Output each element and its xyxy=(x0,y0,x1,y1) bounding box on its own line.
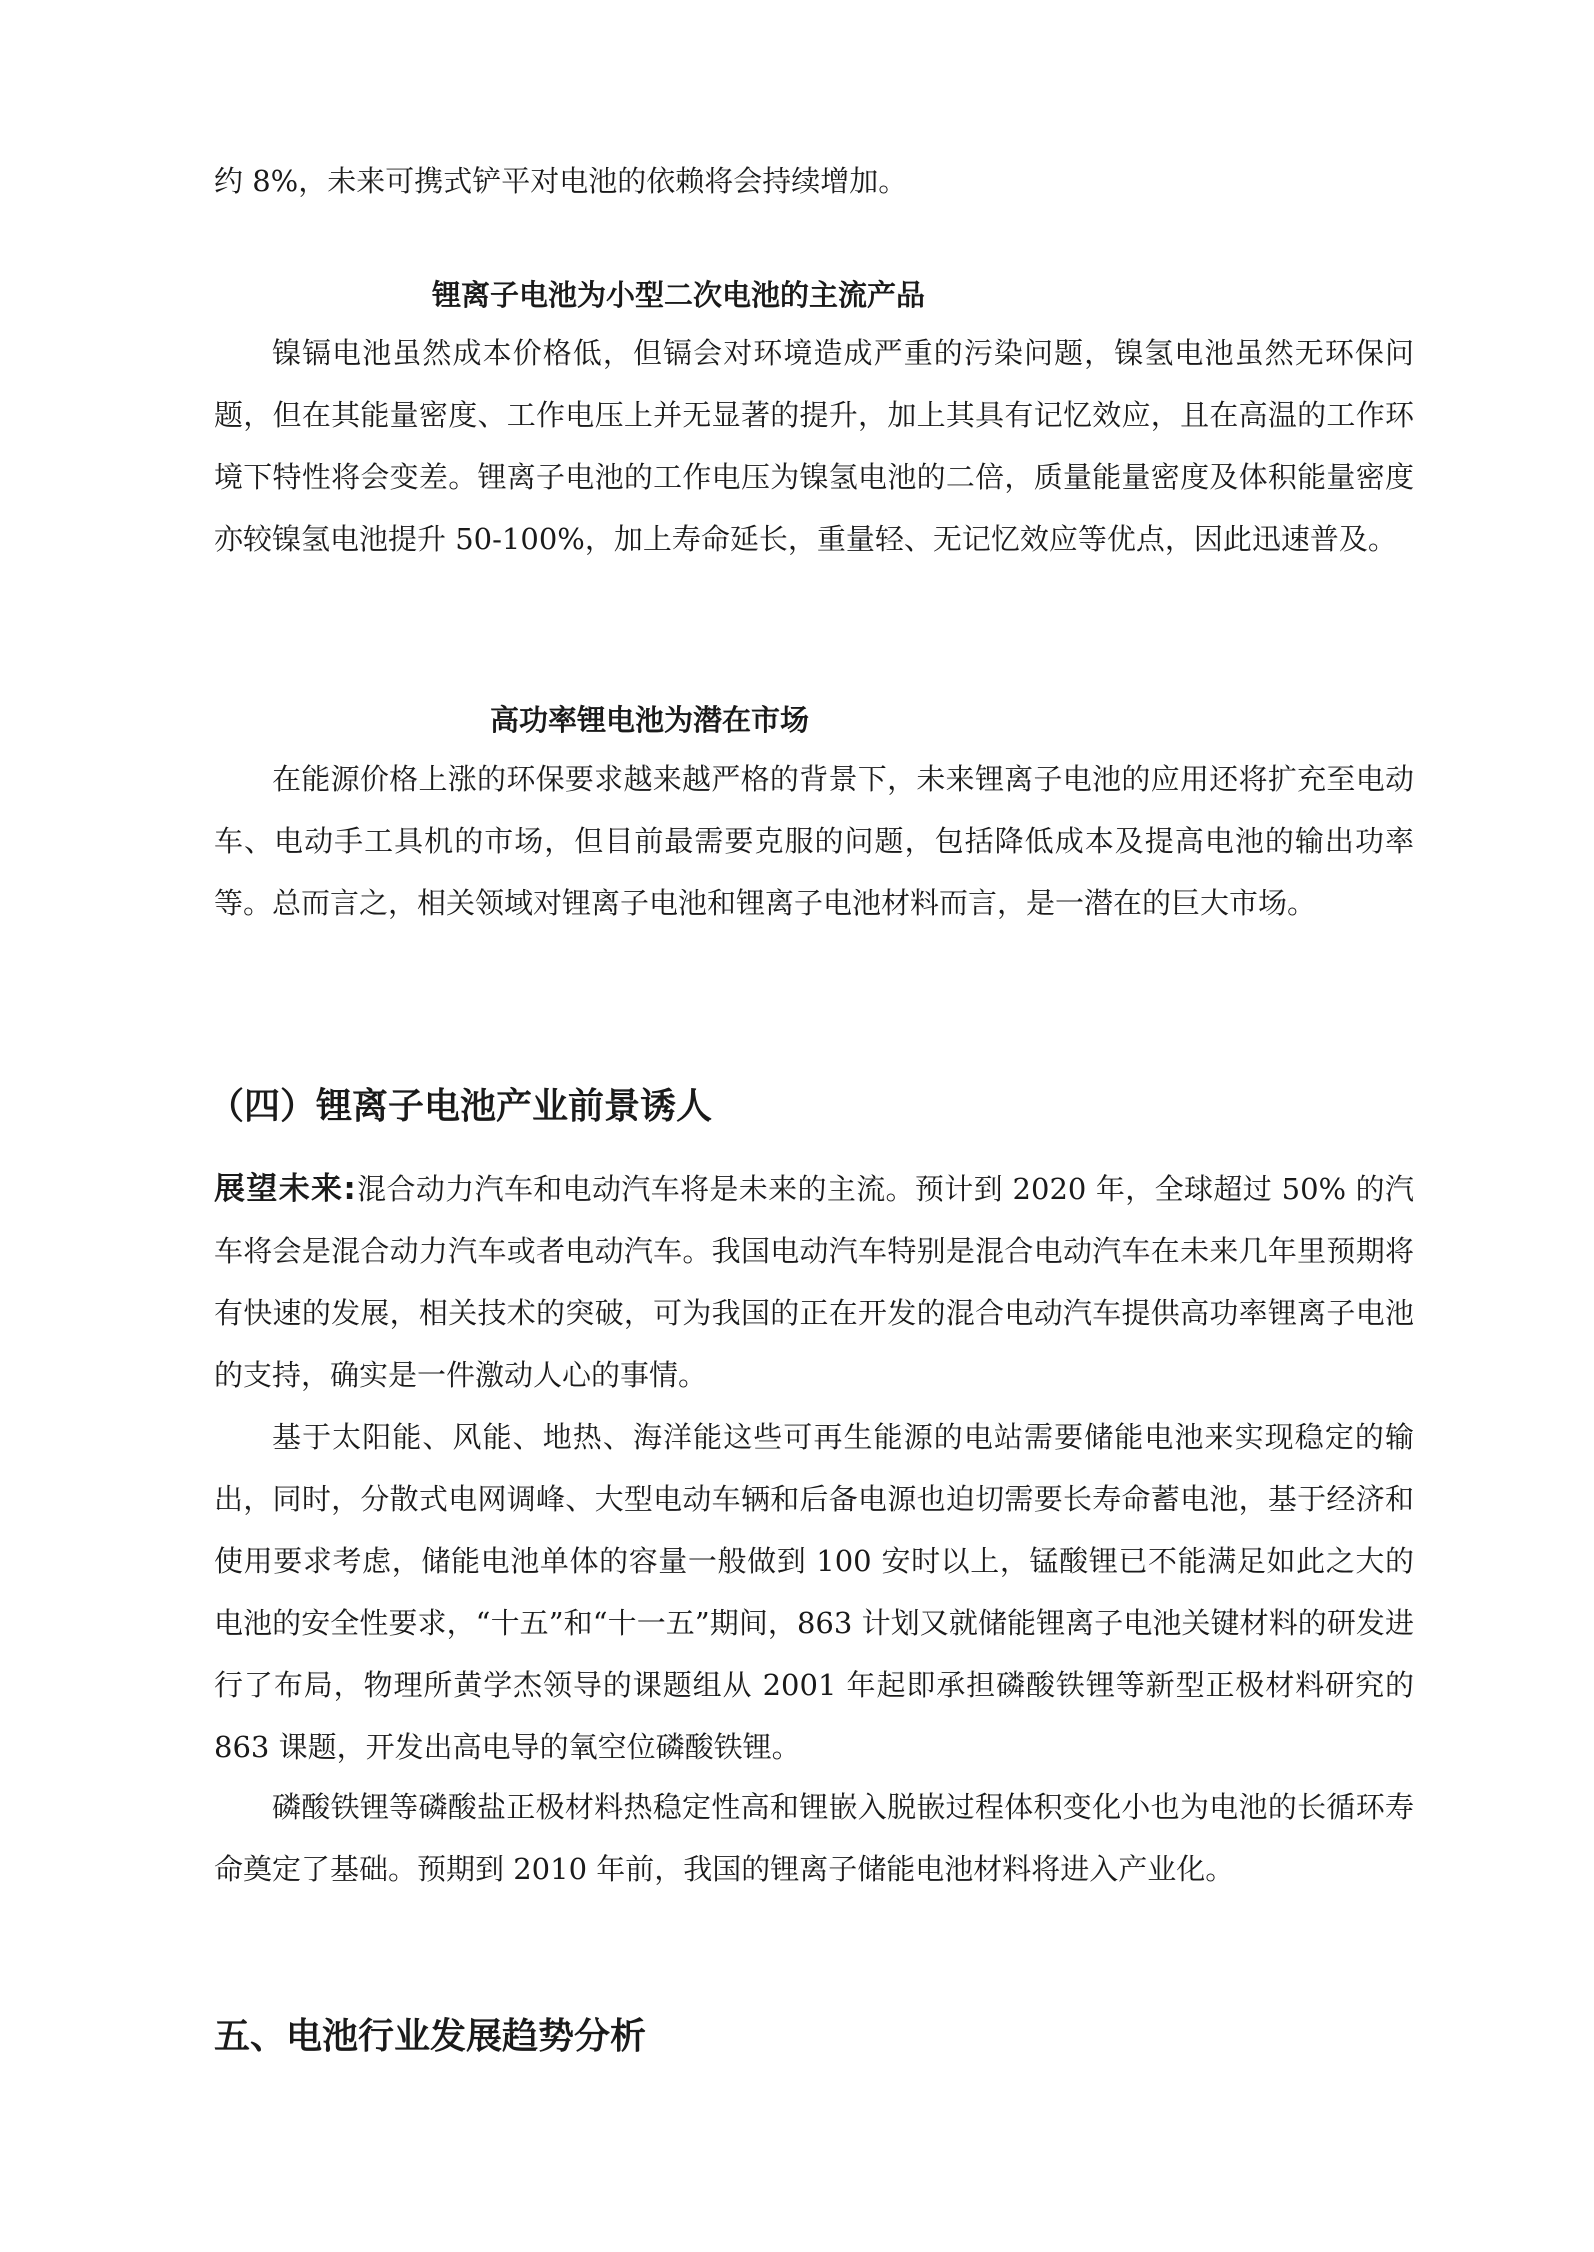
intro-paragraph: 约 8%，未来可携式铲平对电池的依赖将会持续增加。 xyxy=(214,164,908,198)
subheading-high-power: 高功率锂电池为潜在市场 xyxy=(490,703,810,737)
paragraph-lifepo4: 磷酸铁锂等磷酸盐正极材料热稳定性高和锂嵌入脱嵌过程体积变化小也为电池的长循环寿命奠定了基础。预期到 2010 年前，我国的锂离子储能电池材料将进入产业化。 xyxy=(214,1790,1414,1886)
heading-section-five: 五、电池行业发展趋势分析 xyxy=(214,2016,647,2057)
subheading-small-battery: 锂离子电池为小型二次电池的主流产品 xyxy=(432,278,926,312)
heading-section-four: （四）锂离子电池产业前景诱人 xyxy=(208,1086,713,1127)
paragraph-high-power: 在能源价格上涨的环保要求越来越严格的背景下，未来锂离子电池的应用还将扩充至电动车、电动手工具机的市场，但目前最需要克服的问题，包括降低成本及提高电池的输出功率等。总而言之，相关领域对锂离子电池和锂离子电池材料而言，是一潜在的巨大市场。 xyxy=(214,762,1414,920)
outlook-lead-label: 展望未来: xyxy=(214,1171,357,1207)
paragraph-small-battery: 镍镉电池虽然成本价格低，但镉会对环境造成严重的污染问题，镍氢电池虽然无环保问题，但在其能量密度、工作电压上并无显著的提升，加上其具有记忆效应，且在高温的工作环境下特性将会变差。锂离子电池的工作电压为镍氢电池的二倍，质量能量密度及体积能量密度亦较镍氢电池提升 50-100%，加上寿命延长，重量轻、无记忆效应等优点，因此迅速普及。 xyxy=(214,336,1414,556)
paragraph-energy-storage: 基于太阳能、风能、地热、海洋能这些可再生能源的电站需要储能电池来实现稳定的输出，同时，分散式电网调峰、大型电动车辆和后备电源也迫切需要长寿命蓄电池，基于经济和使用要求考虑，储能电池单体的容量一般做到 100 安时以上，锰酸锂已不能满足如此之大的电池的安全性要求，“十五”和“十一五”期间，863 计划又就储能锂离子电池关键材料的研发进行了布局，物理所黄学杰领导的课题组从 2001 年起即承担磷酸铁锂等新型正极材料研究的 863 课题，开发出高电导的氧空位磷酸铁锂。 xyxy=(214,1420,1414,1764)
outlook-lead-text: 混合动力汽车和电动汽车将是未来的主流。预计到 2020 年，全球超过 50% 的汽车将会是混合动力汽车或者电动汽车。我国电动汽车特别是混合电动汽车在未来几年里预期将有快速的发展，相关技术的突破，可为我国的正在开发的混合电动汽车提供高功率锂离子电池的支持，确实是一件激动人心的事情。 xyxy=(214,1172,1414,1392)
paragraph-outlook xyxy=(214,1158,1414,1406)
